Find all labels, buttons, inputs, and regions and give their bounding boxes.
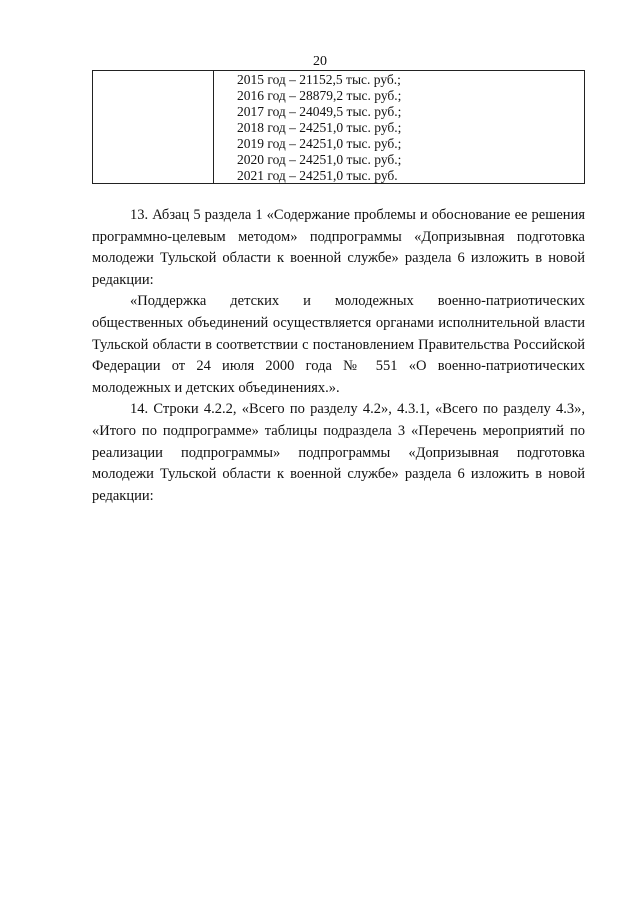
document-body <box>92 205 585 507</box>
paragraph-quoted-text: «Поддержка детских и молодежных военно-патриотических общественных объединений осуществляется органами исполнительной власти Тульской области в соответствии с постановлением Правительства Российской Федерации от 24 июля 2000 года № 551 «О военно-патриотических молодежных и детских объединениях.». <box>92 293 585 396</box>
funding-row-2015: 2015 год – 21152,5 тыс. руб.; <box>237 72 401 87</box>
funding-row-2020: 2020 год – 24251,0 тыс. руб.; <box>237 152 402 167</box>
funding-row-2021: 2021 год – 24251,0 тыс. руб. <box>237 168 398 183</box>
funding-row-2018: 2018 год – 24251,0 тыс. руб.; <box>237 120 402 135</box>
funding-years-cell <box>237 72 401 184</box>
page-number: 20 <box>313 54 327 69</box>
funding-row-2019: 2019 год – 24251,0 тыс. руб.; <box>237 136 402 151</box>
paragraph-item-13: 13. Абзац 5 раздела 1 «Содержание проблемы и обоснование ее решения программно-целевым методом» подпрограммы «Допризывная подготовка молодежи Тульской области к военной службе» раздела 6 изложить в новой редакции: <box>92 207 585 288</box>
funding-table <box>92 70 585 184</box>
paragraph-item-14: 14. Строки 4.2.2, «Всего по разделу 4.2», 4.3.1, «Всего по разделу 4.3», «Итого по подпрограмме» таблицы подраздела 3 «Перечень мероприятий по реализации подпрограммы» подпрограммы «Допризывная подготовка молодежи Тульской области к военной службе» раздела 6 изложить в новой редакции: <box>92 401 585 504</box>
funding-row-2016: 2016 год – 28879,2 тыс. руб.; <box>237 88 402 103</box>
table-column-divider <box>213 71 214 183</box>
funding-row-2017: 2017 год – 24049,5 тыс. руб.; <box>237 104 402 119</box>
